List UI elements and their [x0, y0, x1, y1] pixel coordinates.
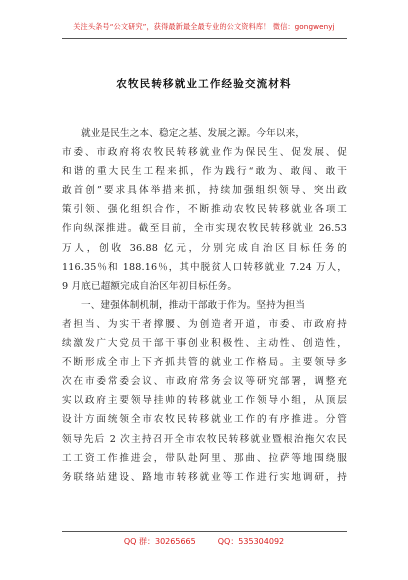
body-line: 不断形成全市上下齐抓共管的就业工作格局。主要领导多 — [62, 357, 347, 369]
body-line: 策引领、强化组织合作，不断推动农牧民转移就业各项工 — [62, 204, 347, 216]
body-line: 续激发广大党员干部干事创业积极性、主动性、创造性， — [62, 338, 347, 350]
footer-contact — [0, 536, 408, 547]
body-line: 116.35％和 188.16％，其中脱贫人口转移就业 7.24 万人， — [62, 261, 347, 273]
body-line: 次在市委常委会议、市政府常务会议等研究部署，调整充 — [62, 376, 347, 388]
body-line: 和谐的重大民生工程来抓，作为践行“敢为、敢闯、敢干 — [62, 166, 347, 178]
body-line: 市委、市政府将农牧民转移就业作为保民生、促发展、促 — [62, 147, 347, 159]
document-title: 农牧民转移就业工作经验交流材料 — [116, 78, 292, 90]
body-line: 万人，创收 36.88 亿元，分别完成自治区目标任务的 — [62, 242, 347, 254]
body-line: 敢首创”要求具体举措来抓，持续加强组织领导、突出政 — [62, 185, 347, 197]
footer-qq-group: QQ 群：30265665 — [123, 537, 196, 546]
body-line: 领导先后 2 次主持召开全市农牧民转移就业暨根治拖欠农民 — [62, 433, 347, 445]
body-line: 就业是民生之本、稳定之基、发展之源。今年以来， — [81, 128, 306, 139]
body-line: 务联络站建设、路地市转移就业等工作进行实地调研，持 — [62, 471, 347, 483]
body-line: 作向纵深推进。截至目前，全市实现农牧民转移就业 26.53 — [62, 223, 347, 235]
body-line: 一、建强体制机制，推动干部敢于作为。坚持为担当 — [81, 299, 306, 311]
document-body — [62, 124, 347, 487]
body-line: 9 月底已超额完成自治区年初目标任务。 — [62, 280, 238, 292]
footer-qq-number: QQ：535304092 — [217, 537, 285, 546]
body-line: 实以政府主要领导挂帅的转移就业工作领导小组，从顶层 — [62, 395, 347, 407]
header-divider — [62, 38, 347, 39]
header-promo: 关注头条号“公文研究”，获得最新最全最专业的公文资料库！ 微信：gongwenyj — [73, 22, 335, 31]
body-line: 设计方面统领全市农牧民转移就业工作的有序推进。分管 — [62, 414, 347, 426]
footer-divider — [62, 531, 347, 532]
body-line: 工工资工作推进会，带队赴阿里、那曲、拉萨等地围绕服 — [62, 452, 347, 464]
body-line: 者担当、为实干者撑腰、为创造者开道，市委、市政府持 — [62, 318, 347, 330]
